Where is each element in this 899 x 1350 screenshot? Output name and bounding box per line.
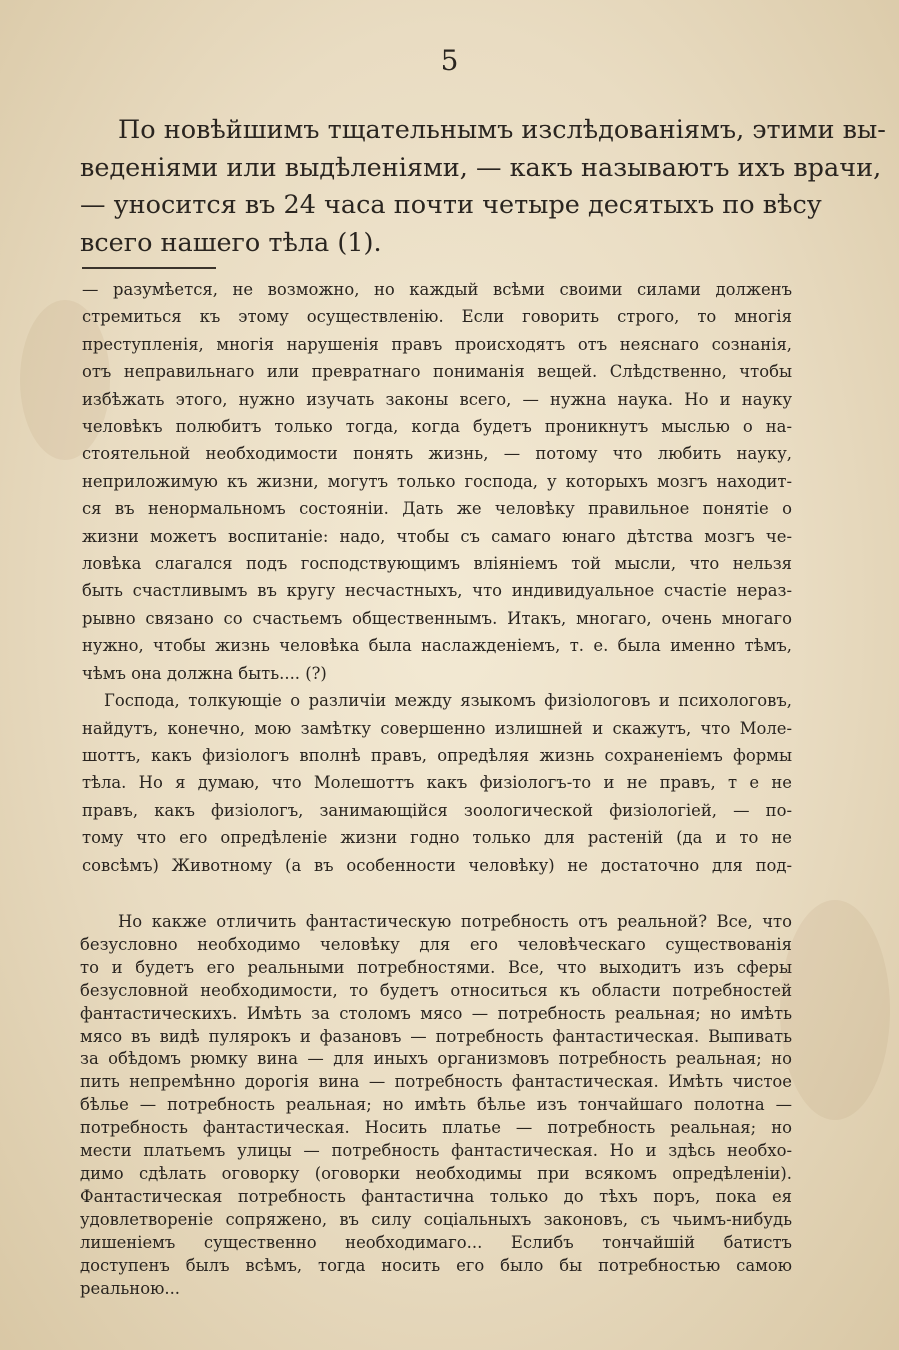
footnote-line: жизни можетъ воспитанiе: надо, чтобы съ самаго юнаго дѣтства мозгъ че- (82, 526, 792, 546)
note-line: димо сдѣлать оговорку (оговорки необходимы при всякомъ опредѣленiи). (80, 1163, 792, 1183)
note-line: доступенъ былъ всѣмъ, тогда носить его было бы потребностью самою (80, 1255, 792, 1275)
footnote-line: ловѣка слагался подъ господствующимъ влiянiемъ той мысли, что нельзя (82, 554, 792, 574)
main-paragraph (80, 112, 886, 262)
paper-stain (780, 900, 890, 1120)
footnote-separator (82, 267, 216, 269)
footnote-line: чѣмъ она должна быть.... (?) (82, 663, 327, 683)
footnote-line: тѣла. Но я думаю, что Молешоттъ какъ физiологъ-то и не правъ, т е не (82, 773, 792, 793)
note-line: за обѣдомъ рюмку вина — для иныхъ организмовъ потребность реальная; но (80, 1049, 792, 1069)
note-line: безусловной необходимости, то будетъ относиться къ области потребностей (80, 980, 792, 1000)
footnote-line: нужно, чтобы жизнь человѣка была наслажденiемъ, т. е. была именно тѣмъ, (82, 636, 792, 656)
note-line: то и будетъ его реальными потребностями. Все, что выходитъ изъ сферы (80, 957, 792, 977)
main-text-line: По новѣйшимъ тщательнымъ изслѣдованiямъ, этими вы- (118, 115, 886, 145)
note-line: пить непремѣнно дорогiя вина — потребность фантастическая. Имѣть чистое (80, 1072, 792, 1092)
note-line: реальною... (80, 1278, 180, 1298)
note-line: мести платьемъ улицы — потребность фантастическая. Но и здѣсь необхо- (80, 1141, 792, 1161)
note-line: потребность фантастическая. Носить платье — потребность реальная; но (80, 1118, 792, 1138)
footnote-line: совсѣмъ) Животному (а въ особенности человѣку) не достаточно для под- (82, 855, 792, 875)
footnote-line: правъ, какъ физiологъ, занимающiйся зоологической физiологiей, — по- (82, 800, 792, 820)
footnote-line: тому что его опредѣленiе жизни годно только для растенiй (да и то не (82, 828, 792, 848)
note-line: Но какже отличить фантастическую потребность отъ реальной? Все, что (118, 912, 792, 931)
note-line: Фантастическая потребность фантастична только до тѣхъ поръ, пока ея (80, 1186, 792, 1206)
note-line: бѣлье — потребность реальная; но имѣть бѣлье изъ тончайшаго полотна — (80, 1095, 792, 1115)
note-line: безусловно необходимо человѣку для его человѣческаго существованiя (80, 934, 792, 954)
footnote-line: — разумѣется, не возможно, но каждый всѣми своими силами долженъ (82, 280, 792, 299)
footnote-line: стоятельной необходимости понять жизнь, — потому что любить науку, (82, 444, 792, 464)
note-block (80, 911, 792, 1300)
footnote-line: шоттъ, какъ физiологъ вполнѣ правъ, опредѣляя жизнь сохраненiемъ формы (82, 745, 792, 765)
footnote-line: отъ неправильнаго или превратнаго пониманiя вещей. Слѣдственно, чтобы (82, 362, 792, 382)
note-line: мясо въ видѣ пулярокъ и фазановъ — потребность фантастическая. Выпивать (80, 1026, 792, 1046)
footnote-line: преступленiя, многiя нарушенiя правъ происходятъ отъ неяснаго сознанiя, (82, 334, 792, 354)
footnote-line: найдутъ, конечно, мою замѣтку совершенно излишней и скажутъ, что Моле- (82, 718, 792, 738)
main-text-line: веденiями или выдѣленiями, — какъ называютъ ихъ врачи, (80, 152, 882, 183)
footnote-line: быть счастливымъ въ кругу несчастныхъ, что индивидуальное счастiе нераз- (82, 581, 792, 601)
footnote-line: человѣкъ полюбитъ только тогда, когда будетъ проникнутъ мыслью о на- (82, 417, 792, 437)
note-line: удовлетворенiе сопряжено, въ силу соцiальныхъ законовъ, съ чьимъ-нибудь (80, 1209, 792, 1229)
footnote-line: Господа, толкующiе о различiи между языкомъ физiологовъ и психологовъ, (104, 691, 792, 711)
page-number: 5 (440, 44, 459, 77)
footnote-line: стремиться къ этому осуществленiю. Если говорить строго, то многiя (82, 307, 792, 327)
footnote-line: избѣжать этого, нужно изучать законы всего, — нужна наука. Но и науку (82, 389, 792, 409)
footnote-line: ся въ ненормальномъ состоянiи. Дать же человѣку правильное понятiе о (82, 499, 792, 519)
footnote-line: неприложимую къ жизни, могутъ только господа, у которыхъ мозгъ находит- (82, 471, 792, 491)
main-text-line: — уносится въ 24 часа почти четыре десятыхъ по вѣсу (80, 190, 822, 220)
main-text-line: всего нашего тѣла (1). (80, 227, 382, 258)
footnote-line: рывно связано со счастьемъ общественнымъ. Итакъ, многаго, очень многаго (82, 608, 792, 628)
footnote-block (82, 276, 792, 879)
note-line: лишенiемъ существенно необходимаго... Еслибъ тончайшiй батистъ (80, 1232, 792, 1252)
note-line: фантастическихъ. Имѣть за столомъ мясо — потребность реальная; но имѣть (80, 1003, 792, 1023)
